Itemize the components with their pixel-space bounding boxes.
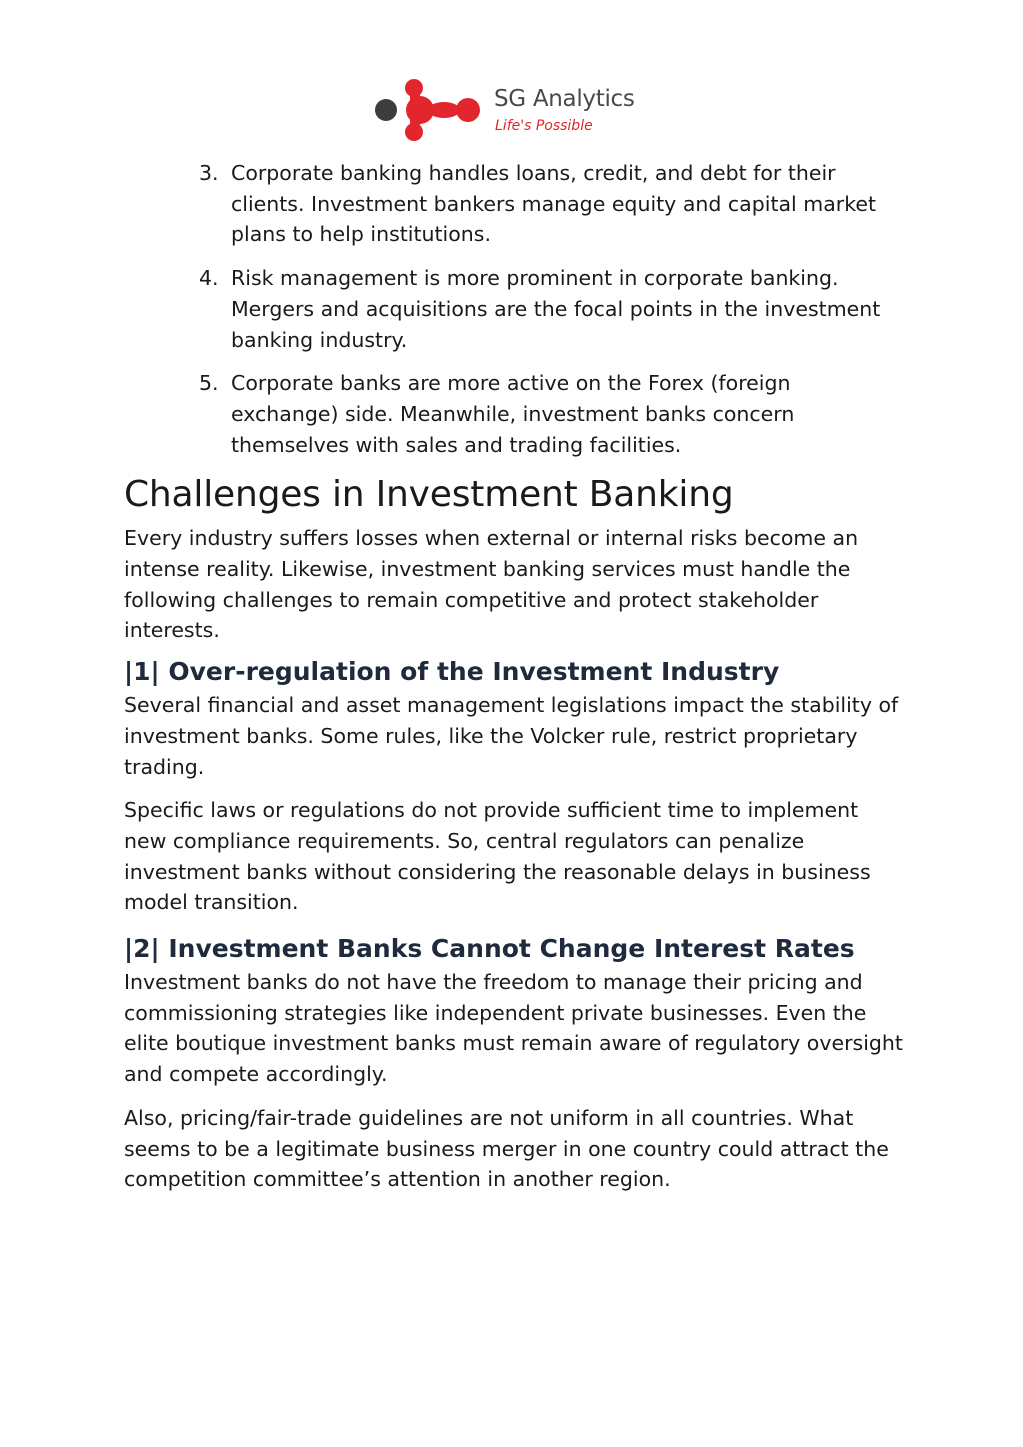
list-item — [124, 158, 904, 250]
list-text: Corporate banking handles loans, credit, and debt for their clients. Investment bankers manage equity and capital market plans to help institutions. — [231, 161, 877, 247]
challenge-1-paragraph-1: Several financial and asset management legislations impact the stability of investment banks. Some rules, like the Volcker rule, restrict proprietary trading. — [124, 693, 899, 779]
list-text: Risk management is more prominent in corporate banking. Mergers and acquisitions are the focal points in the investment banking industry. — [231, 266, 881, 352]
list-number: 4. — [199, 266, 219, 291]
list-number: 3. — [199, 161, 219, 185]
document-body — [124, 158, 904, 1208]
company-logo — [374, 66, 668, 152]
challenge-2-heading: |2| Investment Banks Cannot Change Interest Rates — [124, 934, 855, 964]
list-text: Corporate banks are more active on the Forex (foreign exchange) side. Meanwhile, investment banks concern themselves with sales and trading facilities. — [231, 371, 795, 457]
challenge-1-heading: |1| Over-regulation of the Investment Industry — [124, 657, 780, 687]
logo-tagline: Life's Possible — [495, 118, 593, 134]
challenge-2-paragraph-1: Investment banks do not have the freedom to manage their pricing and commissioning strategies like independent private businesses. Even the elite boutique investment banks must remain aware of regulatory oversight and compete accordingly. — [124, 970, 903, 1087]
sg-analytics-logo-mark — [374, 76, 486, 144]
logo-name: SG Analytics — [494, 86, 635, 112]
challenge-2-paragraph-2: Also, pricing/fair-trade guidelines are not uniform in all countries. What seems to be a legitimate business merger in one country could attract the competition committee’s attention in another region. — [124, 1105, 889, 1192]
list-item — [124, 368, 904, 460]
section-title: Challenges in Investment Banking — [124, 474, 734, 516]
challenge-1-paragraph-2: Specific laws or regulations do not provide sufficient time to implement new compliance requirements. So, central regulators can penalize investment banks without considering the reasonable delays in business model transition. — [124, 798, 871, 915]
differences-list — [124, 158, 904, 460]
list-item — [124, 263, 904, 355]
list-number: 5. — [199, 371, 219, 396]
section-intro: Every industry suffers losses when external or internal risks become an intense reality. Likewise, investment banking services must handle the following challenges to remain competitive and protect stakeholder interests. — [124, 526, 859, 643]
